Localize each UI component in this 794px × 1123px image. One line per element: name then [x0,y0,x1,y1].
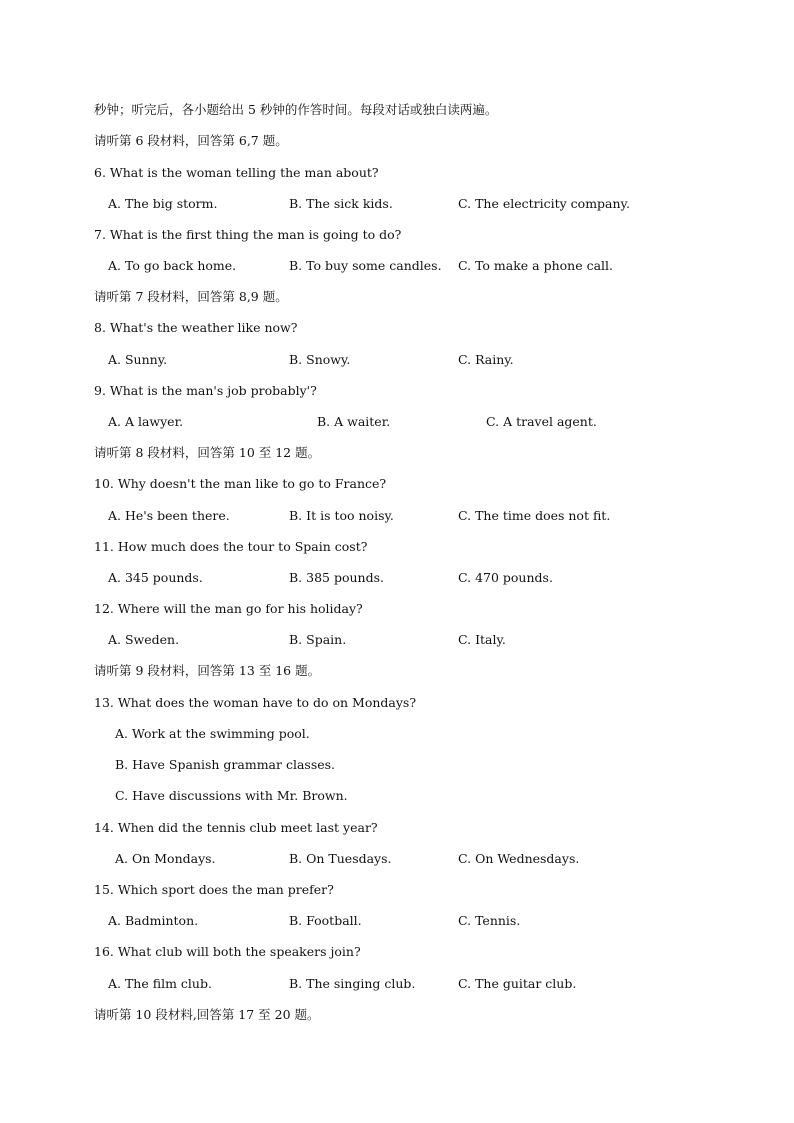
q10-option-b: B. It is too noisy. [289,508,394,523]
q13-option-a: A. Work at the swimming pool. [115,726,310,741]
q7-option-c: C. To make a phone call. [458,258,614,273]
question-16: 16. What club will both the speakers join? [94,944,361,959]
q13-option-b: B. Have Spanish grammar classes. [115,757,336,772]
q11-option-b: B. 385 pounds. [289,570,384,585]
q7-option-a: A. To go back home. [108,258,237,273]
q6-option-b: B. The sick kids. [289,196,393,211]
q11-option-a: A. 345 pounds. [108,570,203,585]
q10-option-a: A. He's been there. [108,508,230,523]
q6-option-c: C. The electricity company. [458,196,630,211]
question-10: 10. Why doesn't the man like to go to France? [94,476,387,491]
q12-option-a: A. Sweden. [108,632,180,647]
question-7: 7. What is the first thing the man is going to do? [94,227,402,242]
q16-option-a: A. The film club. [108,976,212,991]
q12-option-b: B. Spain. [289,632,347,647]
q13-option-c: C. Have discussions with Mr. Brown. [115,788,348,803]
q6-option-a: A. The big storm. [108,196,218,211]
q14-option-a: A. On Mondays. [115,851,216,866]
q11-option-c: C. 470 pounds. [458,570,553,585]
q12-option-c: C. Italy. [458,632,506,647]
section-heading: 请听第 7 段材料，回答第 8,9 题。 [94,289,288,304]
q14-option-b: B. On Tuesdays. [289,851,392,866]
question-11: 11. How much does the tour to Spain cost? [94,539,368,554]
q14-option-c: C. On Wednesdays. [458,851,580,866]
q9-option-a: A. A lawyer. [108,414,184,429]
question-12: 12. Where will the man go for his holiday? [94,601,363,616]
section-heading: 请听第 10 段材料,回答第 17 至 20 题。 [94,1007,320,1022]
q10-option-c: C. The time does not fit. [458,508,611,523]
q8-option-a: A. Sunny. [108,352,168,367]
section-heading: 请听第 6 段材料，回答第 6,7 题。 [94,133,288,148]
question-8: 8. What's the weather like now? [94,320,298,335]
q15-option-a: A. Badminton. [108,913,199,928]
question-14: 14. When did the tennis club meet last year? [94,820,378,835]
instruction-text: 秒钟；听完后，各小题给出 5 秒钟的作答时间。每段对话或独白读两遍。 [94,102,498,117]
q8-option-b: B. Snowy. [289,352,351,367]
q16-option-b: B. The singing club. [289,976,416,991]
question-9: 9. What is the man's job probably'? [94,383,317,398]
question-15: 15. Which sport does the man prefer? [94,882,334,897]
q9-option-c: C. A travel agent. [486,414,597,429]
q9-option-b: B. A waiter. [317,414,391,429]
section-heading: 请听第 9 段材料，回答第 13 至 16 题。 [94,663,321,678]
q7-option-b: B. To buy some candles. [289,258,442,273]
question-6: 6. What is the woman telling the man about? [94,165,379,180]
q15-option-b: B. Football. [289,913,362,928]
q16-option-c: C. The guitar club. [458,976,577,991]
q8-option-c: C. Rainy. [458,352,514,367]
q15-option-c: C. Tennis. [458,913,521,928]
question-13: 13. What does the woman have to do on Mondays? [94,695,417,710]
section-heading: 请听第 8 段材料，回答第 10 至 12 题。 [94,445,321,460]
